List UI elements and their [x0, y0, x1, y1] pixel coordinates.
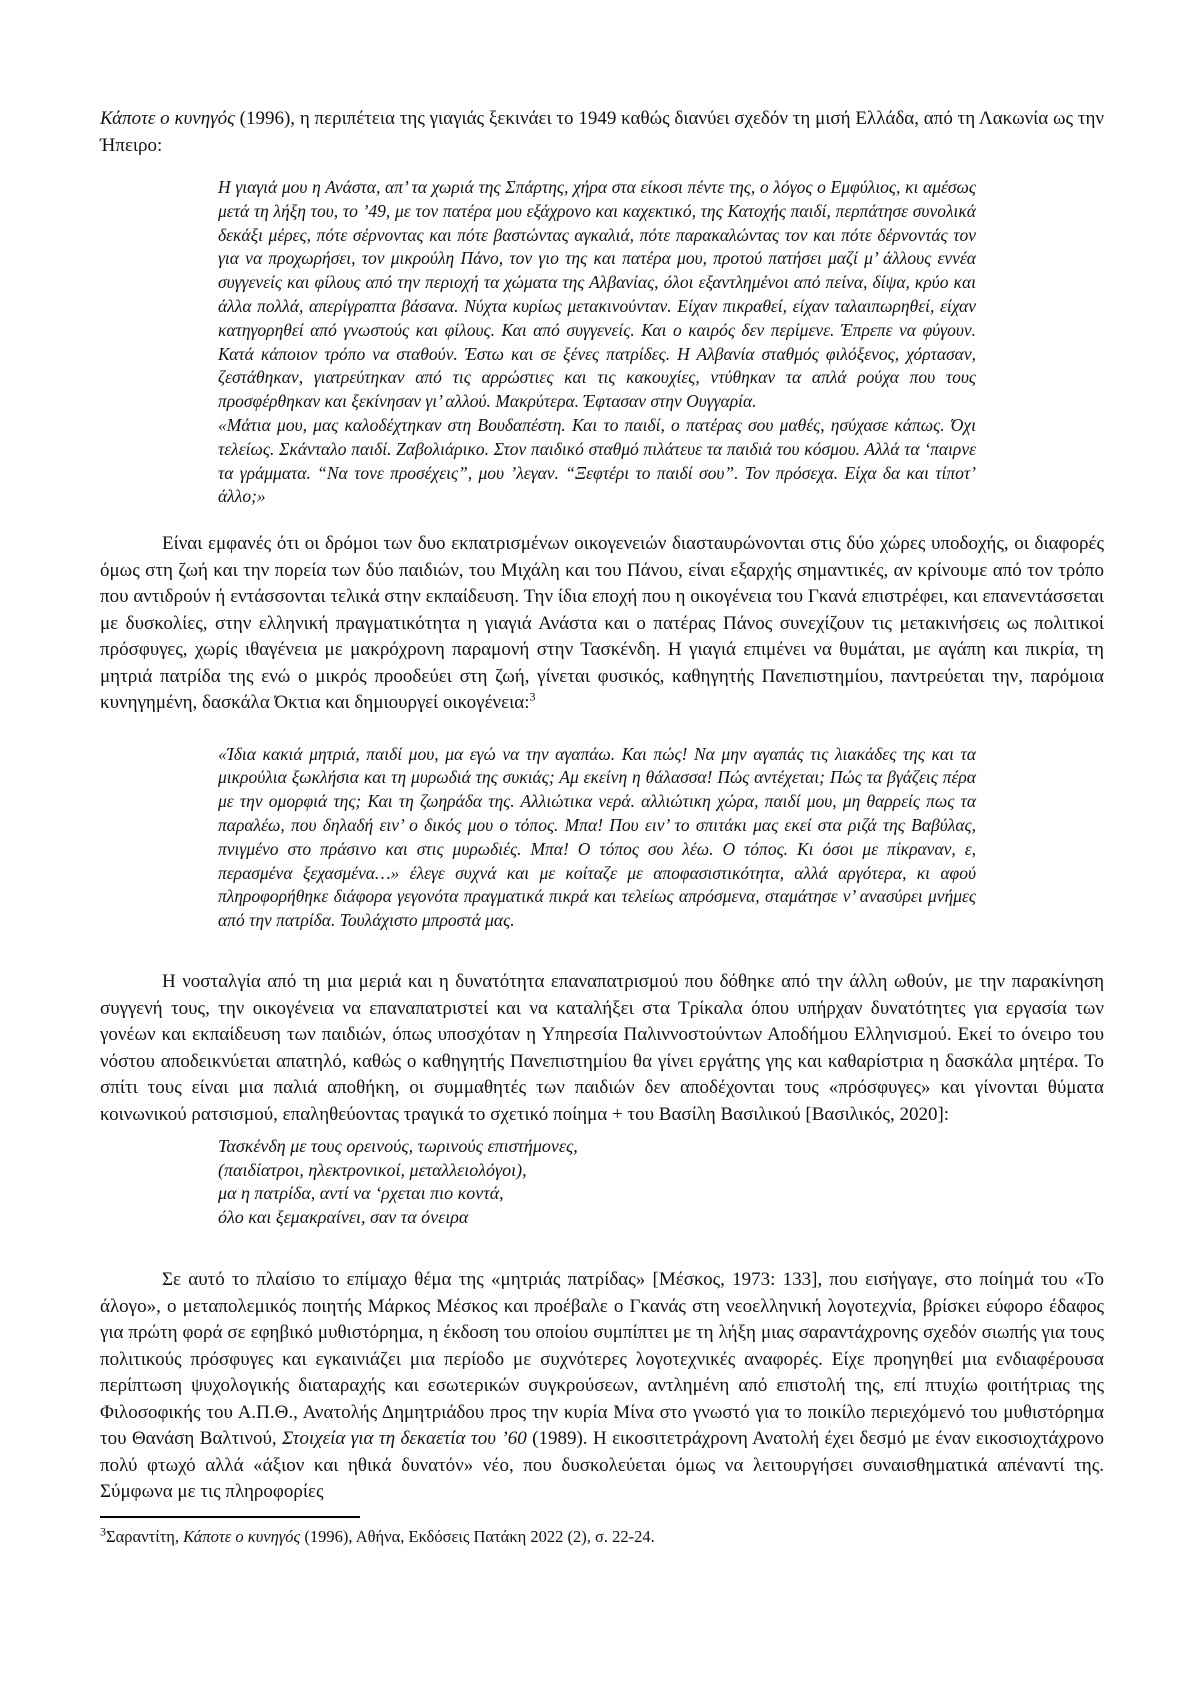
poem-line-1: Τασκένδη με τους ορεινούς, τωρινούς επιστήμονες, [218, 1136, 578, 1157]
paragraph-intro-text: (1996), η περιπέτεια της γιαγιάς ξεκινάει το 1949 καθώς διανύει σχεδόν τη μισή Ελλάδα, από τη Λακωνία ως την Ήπειρο: [100, 108, 1104, 156]
poem-tashkent [218, 1135, 1104, 1229]
blockquote-grandmother-journey-part-2: «Μάτια μου, μας καλοδέχτηκαν στη Βουδαπέστη. Και το παιδί, ο πατέρας σου μαθές, ησύχασε κάπως. Όχι τελείως. Σκάνταλο παιδί. Ζαβολιάρικο. Στον παιδικό σταθμό πιλάτευε τα παιδιά του κόσμου. Αλλά τα ‘παιρνε τα γράμματα. “Να τονε προσέχεις”, μου ’λεγαν. “Ξεφτέρι το παιδί σου”. Τον πρόσεχα. Είχα δα και τίποτ’ άλλο;» [218, 414, 976, 507]
footnote-separator-rule [100, 1516, 360, 1518]
blockquote-stepmother-homeland-text: «Ίδια κακιά μητριά, παιδί μου, μα εγώ να την αγαπάω. Και πώς! Να μην αγαπάς τις λιακάδες της και τα μικρούλια ξωκλήσια και τη μυρωδιά της συκιάς; Αμ εκείνη η θάλασσα! Πώς αντέχεται; Πώς τα βγάζεις πέρα με την ομορφιά της; Και τη ζωηράδα της. Αλλιώτικα νερά. αλλιώτικη χώρα, παιδί μου, μη θαρρείς πως τα παραλέω, που δηλαδή ειν’ ο δικός μου ο τόπος. Μπα! Που ειν’ το σπιτάκι μας εκεί στα ριζά της Βαβύλας, πνιγμένο στο πράσινο και στις μυρωδιές. Μπα! Ο τόπος σου λέω. Ο τόπος. Κι όσοι με πίκραναν, ε, περασμένα ξεχασμένα…» έλεγε συχνά και με κοίταζε με αποφασιστικότητα, αλλά αργότερα, κι αφού πληροφορήθηκε διάφορα γεγονότα πραγματικά πικρά και τελείως απρόσμενα, σταμάτησε ν’ ανασύρει μνήμες από την πατρίδα. Τουλάχιστο μπροστά μας. [218, 743, 976, 931]
poem-line-3: μα η πατρίδα, αντί να ‘ρχεται πιο κοντά, [218, 1183, 504, 1204]
footnote-3-text-before: Σαραντίτη, [106, 1526, 184, 1546]
footnote-reference-3: 3 [529, 689, 536, 704]
footnote-3 [100, 1526, 1104, 1548]
paragraph-stepmother-theme-text-before: Σε αυτό το πλαίσιο το επίμαχο θέμα της «μητριάς πατρίδας» [Μέσκος, 1973: 133], που εισήγαγε, στο ποίημά του «Το άλογο», ο μεταπολεμικός ποιητής Μάρκος Μέσκος και προέβαλε ο Γκανάς στη νεοελληνική λογοτεχνία, βρίσκει εύφορο έδαφος για πρώτη φορά σε εφηβικό μυθιστόρημα, η έκδοση του οποίου συμπίπτει με τη λήξη μιας σαραντάχρονης σχεδόν σιωπής για τους πολιτικούς πρόσφυγες και εγκαινιάζει μια περίοδο με συχνότερες λογοτεχνικές αναφορές. Είχε προηγηθεί μια ενδιαφέρουσα περίπτωση ψυχολογικής διαταραχής και εσωτερικών συγκρούσεων, αντλημένη από επιστολή της, επί πτυχίω φοιτήτριας της Φιλοσοφικής του Α.Π.Θ., Ανατολής Δημητριάδου προς την κυρία Μίνα στο γνωστό για το ποικίλο περιεχόμενό του μυθιστόρημα του Θανάση Βαλτινού, [100, 1269, 1104, 1450]
blockquote-grandmother-journey [218, 176, 976, 509]
paragraph-intro [100, 106, 1104, 159]
paragraph-two-families [100, 531, 1104, 717]
paragraph-nostalgia-repatriation-text: Η νοσταλγία από τη μια μεριά και η δυνατότητα επαναπατρισμού που δόθηκε από την άλλη ωθούν, με την παρακίνηση συγγενή τους, την οικογένεια να επαναπατριστεί και να καταλήξει στα Τρίκαλα όπου υπήρχαν δυνατότητες για εργασία των γονέων και εκπαίδευση των παιδιών, όπως υποσχόταν η Υπηρεσία Παλιννοστούντων Αποδήμου Ελληνισμού. Εκεί το όνειρο του νόστου αποδεικνύεται απατηλό, καθώς ο καθηγητής Πανεπιστημίου θα γίνει εργάτης γης και καθαρίστρια η δασκάλα μητέρα. Το σπίτι τους είναι μια παλιά αποθήκη, οι συμμαθητές των παιδιών δεν αποδέχονται τους «πρόσφυγες» και γίνονται θύματα κοινωνικού ρατσισμού, επαληθεύοντας τραγικά το σχετικό ποίημα + του Βασίλη Βασιλικού [Βασιλικός, 2020]: [100, 971, 1104, 1125]
paragraph-stepmother-theme-text-after: (1989). Η εικοσιτετράχρονη Ανατολή έχει δεσμό με έναν εικοσιοχτάχρονο πολύ φτωχό αλλά «άξιον και ηθικά δυνατόν» νέο, που δυσκολεύεται όμως να λειτουργήσει συναισθηματικά απέναντί της. Σύμφωνα με τις πληροφορίες [100, 1428, 1104, 1503]
paragraph-nostalgia-repatriation [100, 969, 1104, 1128]
poem-line-4: όλο και ξεμακραίνει, σαν τα όνειρα [218, 1206, 469, 1227]
paragraph-stepmother-theme [100, 1267, 1104, 1506]
blockquote-stepmother-homeland [218, 743, 976, 933]
paragraph-two-families-text: Είναι εμφανές ότι οι δρόμοι των δυο εκπατρισμένων οικογενειών διασταυρώνονται στις δύο χώρες υποδοχής, οι διαφορές όμως στη ζωή και την πορεία των δύο παιδιών, του Μιχάλη και του Πάνου, είναι εξαρχής σημαντικές, αν κρίνουμε από τον τρόπο που αντιδρούν ή εντάσσονται τελικά στην εκπαίδευση. Την ίδια εποχή που η οικογένεια του Γκανά επιστρέφει, και επανεντάσσεται με δυσκολίες, στην ελληνική πραγματικότητα η γιαγιά Ανάστα και ο πατέρας Πάνος συνεχίζουν τις μετακινήσεις ως πολιτικοί πρόσφυγες, χωρίς ιθαγένεια με μακρόχρονη παραμονή στην Τασκένδη. Η γιαγιά επιμένει να θυμάται, με αγάπη και πικρία, τη μητριά πατρίδα της ενώ ο μικρός προοδεύει στη ζωή, γίνεται φυσικός, καθηγητής Πανεπιστημίου, παντρεύεται την, παρόμοια κυνηγημένη, δασκάλα Όκτια και δημιουργεί οικογένεια: [100, 533, 1104, 714]
footnote-3-text-after: (1996), Αθήνα, Εκδόσεις Πατάκη 2022 (2), σ. 22-24. [300, 1526, 655, 1546]
book-title-kapote-o-kynigos: Κάποτε ο κυνηγός [100, 108, 235, 129]
book-title-stoixeia-dekaetia-60: Στοιχεία για τη δεκαετία του ’60 [282, 1428, 527, 1450]
footnote-3-marker: 3 [100, 1524, 106, 1539]
footnote-3-book-title: Κάποτε ο κυνηγός [183, 1526, 301, 1546]
poem-line-2: (παιδίατροι, ηλεκτρονικοί, μεταλλειολόγοι), [218, 1159, 527, 1180]
blockquote-grandmother-journey-part-1: Η γιαγιά μου η Ανάστα, απ’ τα χωριά της Σπάρτης, χήρα στα είκοσι πέντε της, ο λόγος ο Εμφύλιος, κι αμέσως μετά τη λήξη του, το ’49, με τον πατέρα μου εξάχρονο και καχεκτικό, της Κατοχής παιδί, περπάτησε συνολικά δεκάξι μέρες, πότε σέρνοντας και πότε βαστώντας αγκαλιά, πότε παρακαλώντας τον και πότε δέρνοντάς τον για να προχωρήσει, τον μικρούλη Πάνο, τον γιο της και πατέρα μου, προτού πατήσει μαζί μ’ άλλους εννέα συγγενείς και φίλους από την περιοχή τα χώματα της Αλβανίας, όλοι εξαντλημένοι από πείνα, δίψα, κρύο και άλλα πολλά, απερίγραπτα βάσανα. Νύχτα κυρίως μετακινούνταν. Είχαν πικραθεί, είχαν ταλαιπωρηθεί, είχαν κατηγορηθεί από γνωστούς και φίλους. Και από συγγενείς. Και ο καιρός δεν περίμενε. Έπρεπε να φύγουν. Κατά κάποιον τρόπο να σταθούν. Έστω και σε ξένες πατρίδες. Η Αλβανία σταθμός φιλόξενος, χόρτασαν, ζεστάθηκαν, γιατρεύτηκαν από τις αρρώστιες και τις κακουχίες, ντύθηκαν τα απλά ρούχα που τους προσφέρθηκαν και ξεκίνησαν γι’ αλλού. Μακρύτερα. Έφτασαν στην Ουγγαρία. [218, 177, 976, 412]
